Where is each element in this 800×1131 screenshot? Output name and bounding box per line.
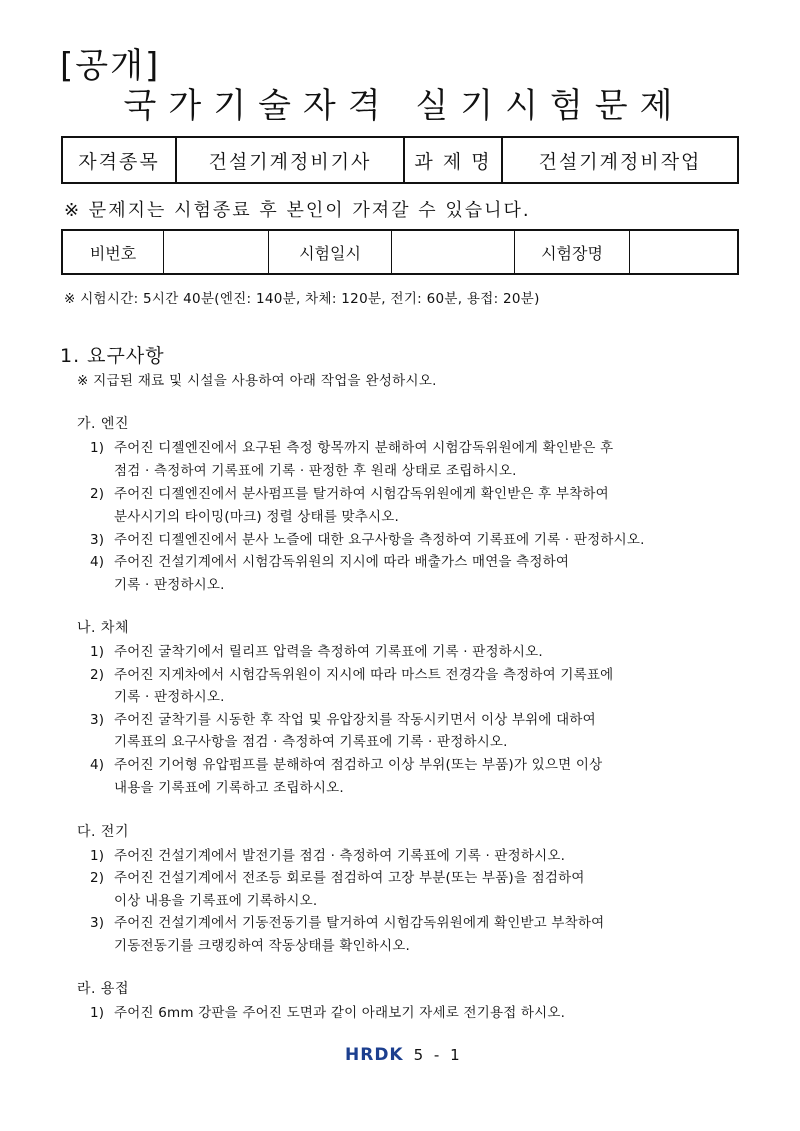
exam-date-field[interactable] — [392, 230, 515, 274]
item-number: 1) — [90, 644, 105, 660]
item-continuation: 분사시기의 타이밍(마크) 정렬 상태를 맞추시오. — [114, 509, 399, 525]
item-text: 주어진 지게차에서 시험감독위원이 지시에 따라 마스트 전경각을 측정하여 기록표에 — [114, 667, 614, 683]
item-text: 주어진 건설기계에서 기동전동기를 탈거하여 시험감독위원에게 확인받고 부착하여 — [114, 915, 605, 931]
qualification-label: 자격종목 — [62, 137, 176, 183]
item-text: 주어진 건설기계에서 발전기를 점검 · 측정하여 기록표에 기록 · 판정하시오. — [114, 848, 566, 864]
item-continuation: 기록 · 판정하시오. — [114, 577, 225, 593]
item-number: 1) — [90, 1005, 105, 1021]
section-intro: ※ 지급된 재료 및 시설을 사용하여 아래 작업을 완성하시오. — [77, 373, 437, 389]
item-text: 주어진 디젤엔진에서 요구된 측정 항목까지 분해하여 시험감독위원에게 확인받은 후 — [114, 440, 614, 456]
list-item — [90, 663, 613, 683]
item-continuation: 기록 · 판정하시오. — [114, 689, 225, 705]
item-continuation: 기동전동기를 크랭킹하여 작동상태를 확인하시오. — [114, 938, 411, 954]
item-number: 2) — [90, 667, 105, 683]
page-footer — [345, 1045, 463, 1065]
list-item — [90, 911, 604, 931]
list-item — [90, 753, 602, 773]
public-tag: [공개] — [60, 46, 161, 86]
venue-label: 시험장명 — [515, 230, 630, 274]
item-number: 4) — [90, 554, 105, 570]
item-continuation: 이상 내용을 기록표에 기록하시오. — [114, 893, 318, 909]
secret-number-label: 비번호 — [62, 230, 164, 274]
list-item — [90, 866, 585, 886]
hrdk-logo: HRDK — [345, 1045, 404, 1065]
item-number: 3) — [90, 915, 105, 931]
exam-time-text: ※ 시험시간: 5시간 40분(엔진: 140분, 차체: 120분, 전기: 60분, 용접: 20분) — [64, 291, 540, 307]
qualification-table — [61, 136, 739, 184]
item-number: 2) — [90, 486, 105, 502]
item-number: 2) — [90, 870, 105, 886]
item-number: 1) — [90, 848, 105, 864]
item-text: 주어진 디젤엔진에서 분사펌프를 탈거하여 시험감독위원에게 확인받은 후 부착하여 — [114, 486, 609, 502]
item-text: 주어진 굴착기를 시동한 후 작업 및 유압장치를 작동시키면서 이상 부위에 대하여 — [114, 712, 596, 728]
welding-heading: 라. 용접 — [77, 981, 129, 997]
candidate-table — [61, 229, 739, 275]
list-item — [90, 482, 609, 502]
item-continuation: 점검 · 측정하여 기록표에 기록 · 판정한 후 원래 상태로 조립하시오. — [114, 463, 517, 479]
item-number: 4) — [90, 757, 105, 773]
item-text: 주어진 기어형 유압펌프를 분해하여 점검하고 이상 부위(또는 부품)가 있으면 이상 — [114, 757, 603, 773]
list-item — [90, 528, 645, 548]
list-item — [90, 436, 613, 456]
page-title: 국가기술자격 실기시험문제 — [123, 86, 685, 126]
item-text: 주어진 디젤엔진에서 분사 노즐에 대한 요구사항을 측정하여 기록표에 기록 · 판정하시오. — [114, 532, 645, 548]
list-item — [90, 550, 569, 570]
list-item — [90, 640, 543, 660]
item-number: 3) — [90, 532, 105, 548]
qualification-value: 건설기계정비기사 — [176, 137, 404, 183]
notice-text: ※ 문제지는 시험종료 후 본인이 가져갈 수 있습니다. — [64, 200, 531, 221]
item-text: 주어진 6mm 강판을 주어진 도면과 같이 아래보기 자세로 전기용접 하시오. — [114, 1005, 566, 1021]
chassis-heading: 나. 차체 — [77, 620, 129, 636]
list-item — [90, 844, 565, 864]
item-continuation: 내용을 기록표에 기록하고 조립하시오. — [114, 780, 344, 796]
engine-heading: 가. 엔진 — [77, 416, 129, 432]
task-value: 건설기계정비작업 — [502, 137, 738, 183]
exam-date-label: 시험일시 — [269, 230, 392, 274]
list-item — [90, 708, 596, 728]
list-item — [90, 1001, 565, 1021]
item-text: 주어진 건설기계에서 시험감독위원의 지시에 따라 배출가스 매연을 측정하여 — [114, 554, 570, 570]
venue-field[interactable] — [630, 230, 739, 274]
secret-number-field[interactable] — [164, 230, 269, 274]
section-heading: 1. 요구사항 — [60, 345, 165, 367]
item-number: 1) — [90, 440, 105, 456]
task-label: 과 제 명 — [404, 137, 502, 183]
item-text: 주어진 굴착기에서 릴리프 압력을 측정하여 기록표에 기록 · 판정하시오. — [114, 644, 543, 660]
item-text: 주어진 건설기계에서 전조등 회로를 점검하여 고장 부분(또는 부품)을 점검하여 — [114, 870, 585, 886]
item-continuation: 기록표의 요구사항을 점검 · 측정하여 기록표에 기록 · 판정하시오. — [114, 734, 508, 750]
item-number: 3) — [90, 712, 105, 728]
electric-heading: 다. 전기 — [77, 824, 129, 840]
page-number: 5 - 1 — [413, 1046, 463, 1064]
